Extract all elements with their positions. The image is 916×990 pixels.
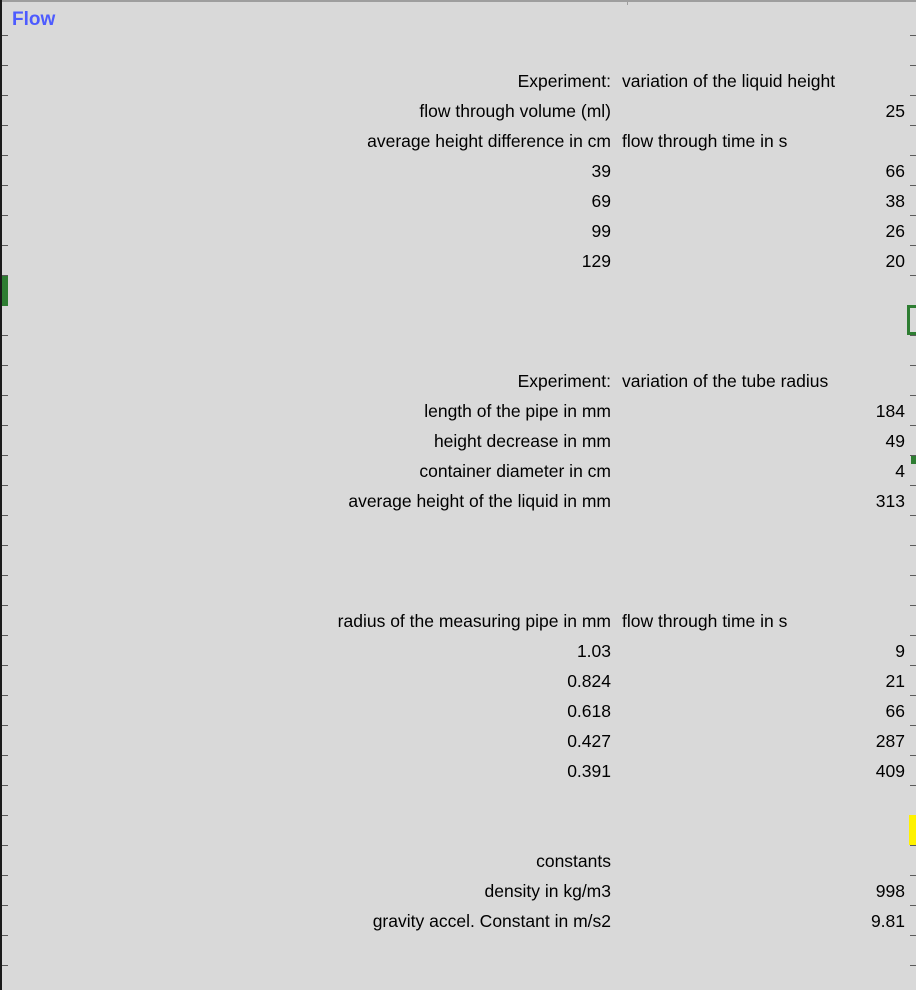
row-tick-left [2,965,8,966]
row-tick-right [910,245,916,246]
experiment1-name[interactable]: variation of the liquid height [622,71,836,91]
row-tick-left [2,515,8,516]
radius-cell[interactable]: 0.618 [567,701,611,721]
row-tick-left [2,485,8,486]
fill-handle[interactable] [911,456,916,464]
radius-time-cell[interactable]: 409 [875,761,905,781]
row-tick-right [910,485,916,486]
row-tick-right [910,845,916,846]
height-column-header[interactable]: average height difference in cm [367,131,611,151]
height-cell[interactable]: 69 [591,191,611,211]
volume-label[interactable]: flow through volume (ml) [419,101,611,121]
row-tick-left [2,935,8,936]
param-label[interactable]: container diameter in cm [419,461,611,481]
constant-label[interactable]: density in kg/m3 [484,881,611,901]
row-tick-right [910,275,916,276]
row-tick-left [2,875,8,876]
row-tick-right [910,215,916,216]
row-tick-left [2,815,8,816]
experiment2-label[interactable]: Experiment: [517,371,611,391]
row-tick-right [910,635,916,636]
row-tick-left [2,845,8,846]
height-cell[interactable]: 39 [591,161,611,181]
row-tick-left [2,695,8,696]
row-tick-right [910,395,916,396]
time-column-header[interactable]: flow through time in s [622,131,788,151]
param-label[interactable]: average height of the liquid in mm [348,491,611,511]
row-tick-right [910,665,916,666]
experiment1-label[interactable]: Experiment: [517,71,611,91]
row-tick-left [2,95,8,96]
time-cell[interactable]: 38 [885,191,905,211]
row-tick-left [2,185,8,186]
row-tick-left [2,215,8,216]
active-row-indicator [2,276,8,306]
selected-cell-border[interactable] [907,305,916,335]
row-tick-left [2,125,8,126]
row-tick-left [2,575,8,576]
sheet-top-border [0,0,916,2]
row-header-border [0,0,2,990]
highlighted-cell[interactable] [909,815,916,845]
volume-value[interactable]: 25 [885,101,905,121]
height-cell[interactable]: 99 [591,221,611,241]
row-tick-left [2,65,8,66]
row-tick-left [2,365,8,366]
row-tick-right [910,365,916,366]
row-tick-right [910,35,916,36]
row-tick-right [910,875,916,876]
radius-time-cell[interactable]: 21 [885,671,905,691]
param-value[interactable]: 184 [875,401,905,421]
time-cell[interactable]: 66 [885,161,905,181]
radius-cell[interactable]: 0.391 [567,761,611,781]
row-tick-left [2,605,8,606]
radius-cell[interactable]: 0.427 [567,731,611,751]
constant-value[interactable]: 9.81 [870,911,905,931]
radius-column-header[interactable]: radius of the measuring pipe in mm [337,611,611,631]
radius-cell[interactable]: 1.03 [576,641,611,661]
row-tick-right [910,335,916,336]
constant-label[interactable]: gravity accel. Constant in m/s2 [372,911,611,931]
row-tick-right [910,185,916,186]
row-tick-left [2,455,8,456]
row-tick-left [2,725,8,726]
radius-time-cell[interactable]: 9 [895,641,905,661]
row-tick-left [2,635,8,636]
row-tick-left [2,785,8,786]
column-divider-tick [627,0,628,5]
row-tick-left [2,335,8,336]
height-cell[interactable]: 129 [581,251,611,271]
row-tick-left [2,905,8,906]
time-cell[interactable]: 20 [885,251,905,271]
row-tick-right [910,95,916,96]
row-tick-left [2,395,8,396]
row-tick-right [910,785,916,786]
row-tick-left [2,245,8,246]
row-tick-right [910,755,916,756]
param-label[interactable]: length of the pipe in mm [424,401,611,421]
row-tick-left [2,155,8,156]
row-tick-left [2,425,8,426]
row-tick-right [910,545,916,546]
row-tick-right [910,425,916,426]
row-tick-left [2,665,8,666]
time-cell[interactable]: 26 [885,221,905,241]
row-tick-right [910,155,916,156]
radius-time-cell[interactable]: 66 [885,701,905,721]
row-tick-right [910,125,916,126]
row-tick-left [2,35,8,36]
radius-time-column-header[interactable]: flow through time in s [622,611,788,631]
radius-cell[interactable]: 0.824 [567,671,611,691]
experiment2-name[interactable]: variation of the tube radius [622,371,829,391]
row-tick-right [910,905,916,906]
row-tick-right [910,695,916,696]
row-tick-left [2,545,8,546]
row-tick-left [2,755,8,756]
constant-value[interactable]: 998 [875,881,905,901]
row-tick-right [910,605,916,606]
row-tick-right [910,515,916,516]
row-tick-right [910,575,916,576]
sheet-title: Flow [12,9,56,30]
radius-time-cell[interactable]: 287 [875,731,905,751]
param-value[interactable]: 49 [885,431,905,451]
row-tick-right [910,65,916,66]
param-value[interactable]: 313 [875,491,905,511]
row-tick-right [910,725,916,726]
param-label[interactable]: height decrease in mm [433,431,611,451]
row-tick-right [910,965,916,966]
param-value[interactable]: 4 [895,461,905,481]
row-tick-right [910,935,916,936]
constants-heading[interactable]: constants [536,851,611,871]
